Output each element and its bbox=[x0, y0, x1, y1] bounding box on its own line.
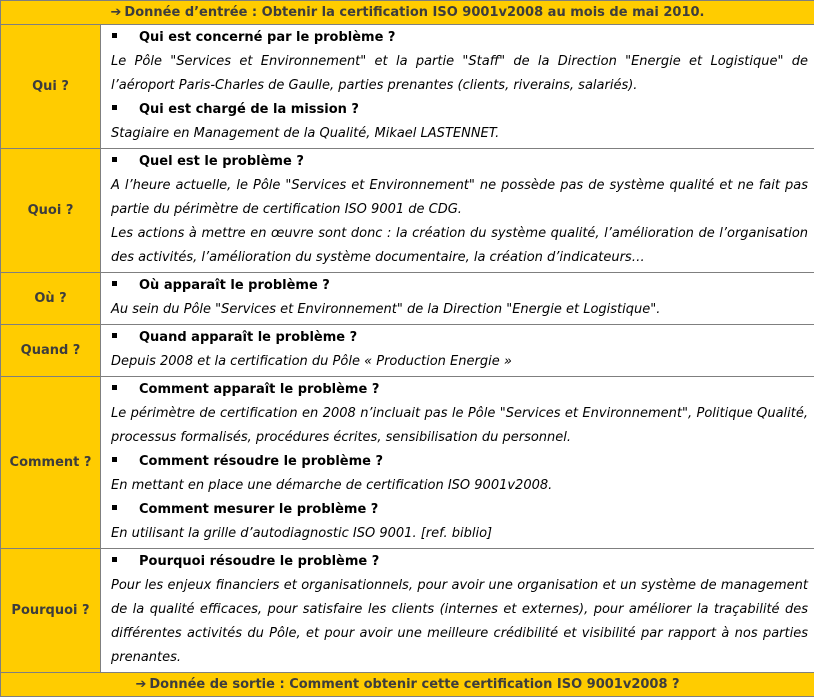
input-data-text: Donnée d’entrée : Obtenir la certification ISO 9001v2008 au mois de mai 2010. bbox=[124, 5, 704, 20]
row-label: Pourquoi ? bbox=[1, 549, 101, 673]
square-bullet-icon bbox=[112, 505, 117, 510]
question-text: Pourquoi résoudre le problème ? bbox=[139, 554, 379, 569]
row-quand bbox=[1, 325, 814, 377]
row-content bbox=[101, 149, 814, 273]
question-text: Qui est chargé de la mission ? bbox=[139, 102, 359, 117]
answer-text: En mettant en place une démarche de certification ISO 9001v2008. bbox=[111, 474, 808, 498]
row-content bbox=[101, 325, 814, 377]
question-text: Comment résoudre le problème ? bbox=[139, 454, 383, 469]
header-row bbox=[1, 1, 814, 25]
row-content bbox=[101, 273, 814, 325]
question bbox=[111, 26, 808, 50]
arrow-right-icon: ➔ bbox=[135, 677, 146, 692]
answer-text: Le périmètre de certification en 2008 n’incluait pas le Pôle "Services et Environnement", Politique Qualité, processus formalisés, procédures écrites, sensibilisation du personnel. bbox=[111, 402, 808, 450]
answer-text: Le Pôle "Services et Environnement" et la partie "Staff" de la Direction "Energie et Logistique" de l’aéroport Paris-Charles de Gaulle, parties prenantes (clients, riverains, salariés). bbox=[111, 50, 808, 98]
question-text: Quand apparaît le problème ? bbox=[139, 330, 357, 345]
row-label: Quoi ? bbox=[1, 149, 101, 273]
row-content bbox=[101, 377, 814, 549]
question bbox=[111, 378, 808, 402]
question bbox=[111, 98, 808, 122]
row-quoi bbox=[1, 149, 814, 273]
row-label: Comment ? bbox=[1, 377, 101, 549]
question-text: Comment mesurer le problème ? bbox=[139, 502, 378, 517]
question-text: Quel est le problème ? bbox=[139, 154, 304, 169]
question bbox=[111, 274, 808, 298]
answer-text: A l’heure actuelle, le Pôle "Services et Environnement" ne possède pas de système qualité et ne fait pas partie du périmètre de certification ISO 9001 de CDG. bbox=[111, 174, 808, 222]
question bbox=[111, 150, 808, 174]
answer-text: Les actions à mettre en œuvre sont donc : la création du système qualité, l’amélioration de l’organisation des activités, l’amélioration du système documentaire, la création d’indicateurs… bbox=[111, 222, 808, 270]
question-text: Comment apparaît le problème ? bbox=[139, 382, 379, 397]
row-ou bbox=[1, 273, 814, 325]
question bbox=[111, 498, 808, 522]
row-label: Quand ? bbox=[1, 325, 101, 377]
answer-text: Stagiaire en Management de la Qualité, Mikael LASTENNET. bbox=[111, 122, 808, 146]
square-bullet-icon bbox=[112, 457, 117, 462]
row-content bbox=[101, 25, 814, 149]
answer-text: Au sein du Pôle "Services et Environnement" de la Direction "Energie et Logistique". bbox=[111, 298, 808, 322]
square-bullet-icon bbox=[112, 157, 117, 162]
square-bullet-icon bbox=[112, 557, 117, 562]
answer-text: Pour les enjeux financiers et organisationnels, pour avoir une organisation et un système de management de la qualité efficaces, pour satisfaire les clients (internes et externes), pour améliorer la traçabilité des différentes activités du Pôle, et pour avoir une meilleure crédibilité et visibilité par rapport à nos parties prenantes. bbox=[111, 574, 808, 670]
square-bullet-icon bbox=[112, 281, 117, 286]
row-qui bbox=[1, 25, 814, 149]
square-bullet-icon bbox=[112, 385, 117, 390]
answer-text: En utilisant la grille d’autodiagnostic ISO 9001. [ref. biblio] bbox=[111, 522, 808, 546]
row-comment bbox=[1, 377, 814, 549]
question-text: Où apparaît le problème ? bbox=[139, 278, 330, 293]
question-text: Qui est concerné par le problème ? bbox=[139, 30, 395, 45]
question bbox=[111, 326, 808, 350]
square-bullet-icon bbox=[112, 105, 117, 110]
question bbox=[111, 450, 808, 474]
row-pourquoi bbox=[1, 549, 814, 673]
row-label: Qui ? bbox=[1, 25, 101, 149]
output-data-text: Donnée de sortie : Comment obtenir cette certification ISO 9001v2008 ? bbox=[149, 677, 679, 692]
square-bullet-icon bbox=[112, 333, 117, 338]
square-bullet-icon bbox=[112, 33, 117, 38]
output-data-banner bbox=[1, 673, 814, 697]
row-label: Où ? bbox=[1, 273, 101, 325]
arrow-right-icon: ➔ bbox=[111, 5, 122, 20]
question bbox=[111, 550, 808, 574]
input-data-banner bbox=[1, 1, 814, 25]
qqoq-body bbox=[1, 1, 814, 697]
answer-text: Depuis 2008 et la certification du Pôle « Production Energie » bbox=[111, 350, 808, 374]
row-content bbox=[101, 549, 814, 673]
footer-row bbox=[1, 673, 814, 697]
